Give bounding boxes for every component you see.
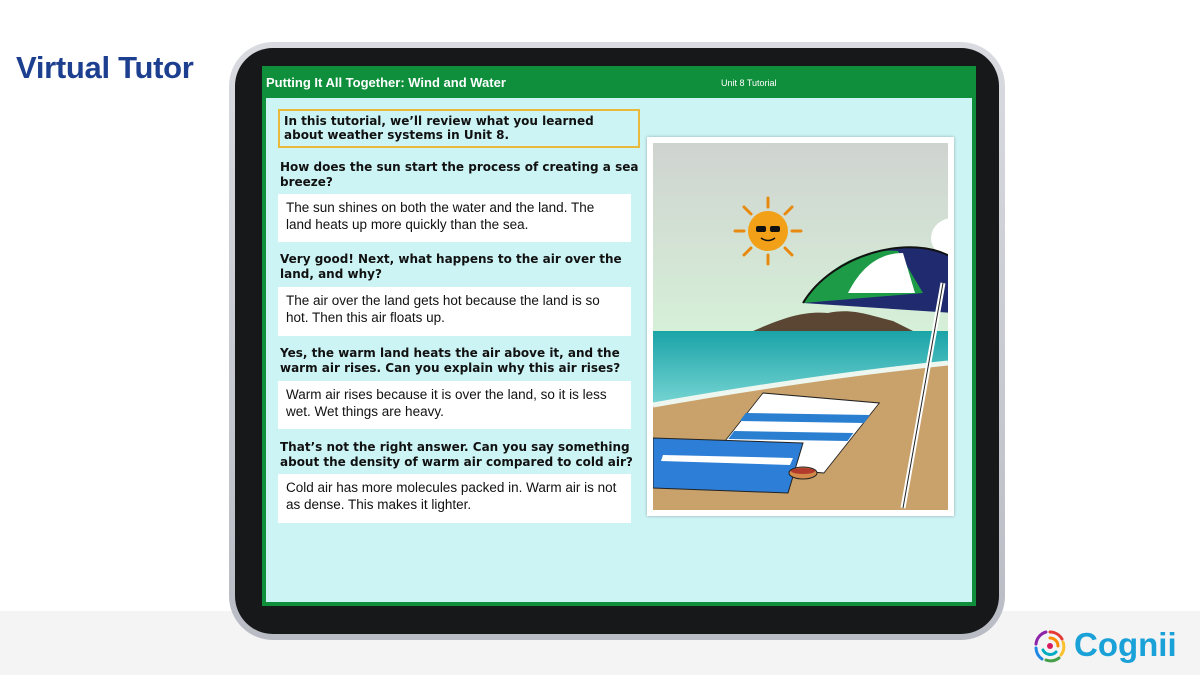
student-answer-2[interactable]: The air over the land gets hot because the land is so hot. Then this air floats up. (278, 287, 631, 336)
cognii-logo (1030, 626, 1180, 670)
lesson-header (262, 66, 976, 98)
tablet-screen (262, 66, 976, 606)
intro-message: In this tutorial, we’ll review what you learned about weather systems in Unit 8. (278, 109, 640, 148)
cognii-logo-icon (1030, 626, 1070, 666)
tutor-question-2: Very good! Next, what happens to the air over the land, and why? (280, 252, 622, 281)
illustration-frame (647, 137, 954, 516)
logo-text: Cognii (1074, 626, 1177, 663)
beach-scene-illustration (653, 143, 948, 510)
student-answer-1[interactable]: The sun shines on both the water and the land. The land heats up more quickly than the sea. (278, 194, 631, 242)
tutor-question-4: That’s not the right answer. Can you say something about the density of warm air compared to cold air? (280, 440, 633, 469)
tutor-question-1: How does the sun start the process of creating a sea breeze? (280, 160, 639, 189)
tutor-question-3: Yes, the warm land heats the air above it, and the warm air rises. Can you explain why this air rises? (280, 346, 621, 375)
tutorial-content (266, 98, 972, 602)
lesson-title: Putting It All Together: Wind and Water (266, 75, 506, 90)
student-answer-3[interactable]: Warm air rises because it is over the land, so it is less wet. Wet things are heavy. (278, 381, 631, 429)
unit-label: Unit 8 Tutorial (721, 78, 777, 88)
student-answer-4[interactable]: Cold air has more molecules packed in. Warm air is not as dense. This makes it lighter. (278, 474, 631, 523)
brand-title: Virtual Tutor (16, 50, 194, 85)
beach-scene-icon (653, 143, 948, 510)
